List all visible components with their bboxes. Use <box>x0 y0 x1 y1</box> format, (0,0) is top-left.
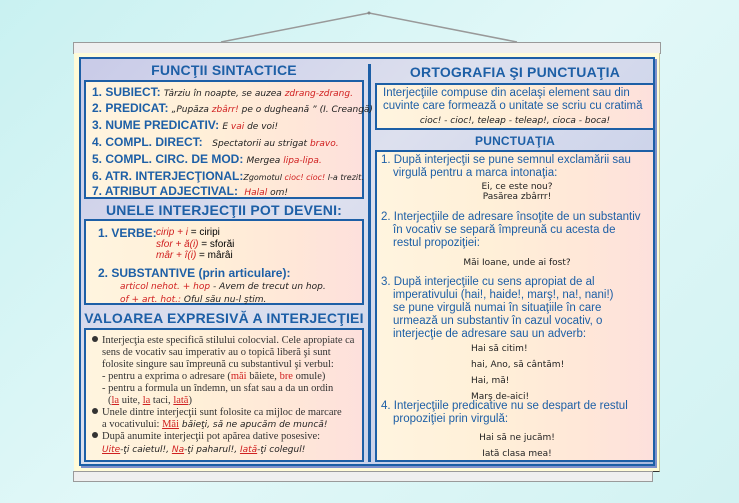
ortografia-title: ORTOGRAFIA ŞI PUNCTUAŢIA <box>409 64 621 80</box>
subst-item: of + art. hot.: Oful său nu-l ştim. <box>120 295 267 305</box>
functii-title: FUNCŢII SINTACTICE <box>151 62 297 78</box>
functii-item: 3. NUME PREDICATIV: E vai de voi! <box>92 118 279 132</box>
rule-3: 3. După interjecţiile cu sens apropiat de al imperativului (hai!, haide!, marş!, na!, nani!) se pune virgulă numai în situaţiile în care urmează un substantiv în cazul vocativ, o interjecţie de adresare sau un adverb: Hai să citim! hai, Ano, să cântăm! Hai, mă! Marş de-aici! <box>381 276 614 402</box>
valoarea-text: a vocativului: Măi băieţi, să ne apucăm de muncă! <box>102 419 328 430</box>
valoarea-text: Unele dintre interjecţii sunt folosite ca mijloc de marcare <box>92 407 342 418</box>
ortografia-example: cioc! - cioc!, teleap - teleap!, cioca - boca! <box>419 116 611 126</box>
valoarea-text: sens de vocativ sau imperativ au o topică liberă şi sunt <box>102 347 331 358</box>
functii-item: 6. ATR. INTERJECŢIONAL:Zgomotul cioc! cioc! l-a trezit. <box>92 169 364 183</box>
functii-item: 4. COMPL. DIRECT: Spectatorii au strigat bravo. <box>92 135 339 149</box>
functii-item: 5. COMPL. CIRC. DE MOD: Mergea lipa-lipa. <box>92 152 322 166</box>
punctuatia-title: PUNCTUAŢIA <box>475 134 555 148</box>
subst-item: articol nehot. + hop - Avem de trecut un hop. <box>120 282 326 292</box>
subst-label: 2. SUBSTANTIVE (prin articulare): <box>98 266 291 280</box>
valoarea-text: - pentru a exprima o adresare (măi băiete, bre omule) <box>102 371 326 382</box>
ortografia-text: Interjecţiile compuse din acelaşi element sau din <box>383 87 630 99</box>
ortografia-box <box>375 83 655 130</box>
functii-item: 7. ATRIBUT ADJECTIVAL: Halal om! <box>92 184 288 198</box>
bullet-icon <box>92 432 98 438</box>
verbe-item: mâr + î(i) = mârâi <box>156 250 233 261</box>
rule-4: 4. Interjecţiile predicative nu se despart de restul propoziţiei prin virgulă: Hai să ne jucăm! Iată clasa mea! <box>381 400 628 459</box>
verbe-item: cirip + i = ciripi <box>156 227 220 238</box>
bullet-icon <box>92 336 98 342</box>
valoarea-box <box>84 328 364 462</box>
valoarea-text: Interjecţia este specifică stilului colocvial. Cele apropiate ca <box>92 335 354 346</box>
punctuatia-box <box>375 150 655 462</box>
valoarea-text: După anumite interjecţii pot apărea dative posesive: <box>92 431 320 442</box>
column-divider <box>368 64 371 462</box>
verbe-label: 1. VERBE: <box>98 226 157 240</box>
functii-box <box>84 80 373 199</box>
bottom-rod <box>73 471 653 482</box>
rule-1: 1. După interjecţii se pune semnul exclamării sau virgulă pentru a marca intonaţia: Ei, ce este nou? Pasărea zbârrr! <box>381 154 631 202</box>
valoarea-text: folosite singure sau împreună cu substantivul şi verbul: <box>102 359 334 370</box>
valoarea-text: (la uite, la taci, lată) <box>108 395 192 406</box>
rule-2: 2. Interjecţiile de adresare însoţite de un substantiv în vocativ se separă împreună cu acesta de restul propoziţiei: Măi Ioane, unde ai fost? <box>381 211 641 268</box>
valoarea-title: VALOAREA EXPRESIVĂ A INTERJECŢIEI <box>84 310 364 326</box>
functii-item: 2. PREDICAT: „Pupăza zbârr! pe o dugheană ” (I. Creangă) <box>92 101 373 115</box>
bullet-icon <box>92 408 98 414</box>
verbe-item: sfor + ă(i) = sforăi <box>156 239 235 250</box>
devin-box <box>84 219 364 305</box>
ortografia-text: cuvinte care formează o unitate se scriu cu cratimă <box>383 100 643 112</box>
valoarea-text: Uite-ţi caietul!, Na-ţi paharul!, Iată-ţi colegul! <box>102 445 306 455</box>
devin-title: UNELE INTERJECŢII POT DEVENI: <box>105 202 343 218</box>
functii-item: 1. SUBIECT: Târziu în noapte, se auzea zdrang-zdrang. <box>92 85 353 99</box>
valoarea-text: - pentru a formula un îndemn, un sfat sau a da un ordin <box>102 383 334 394</box>
